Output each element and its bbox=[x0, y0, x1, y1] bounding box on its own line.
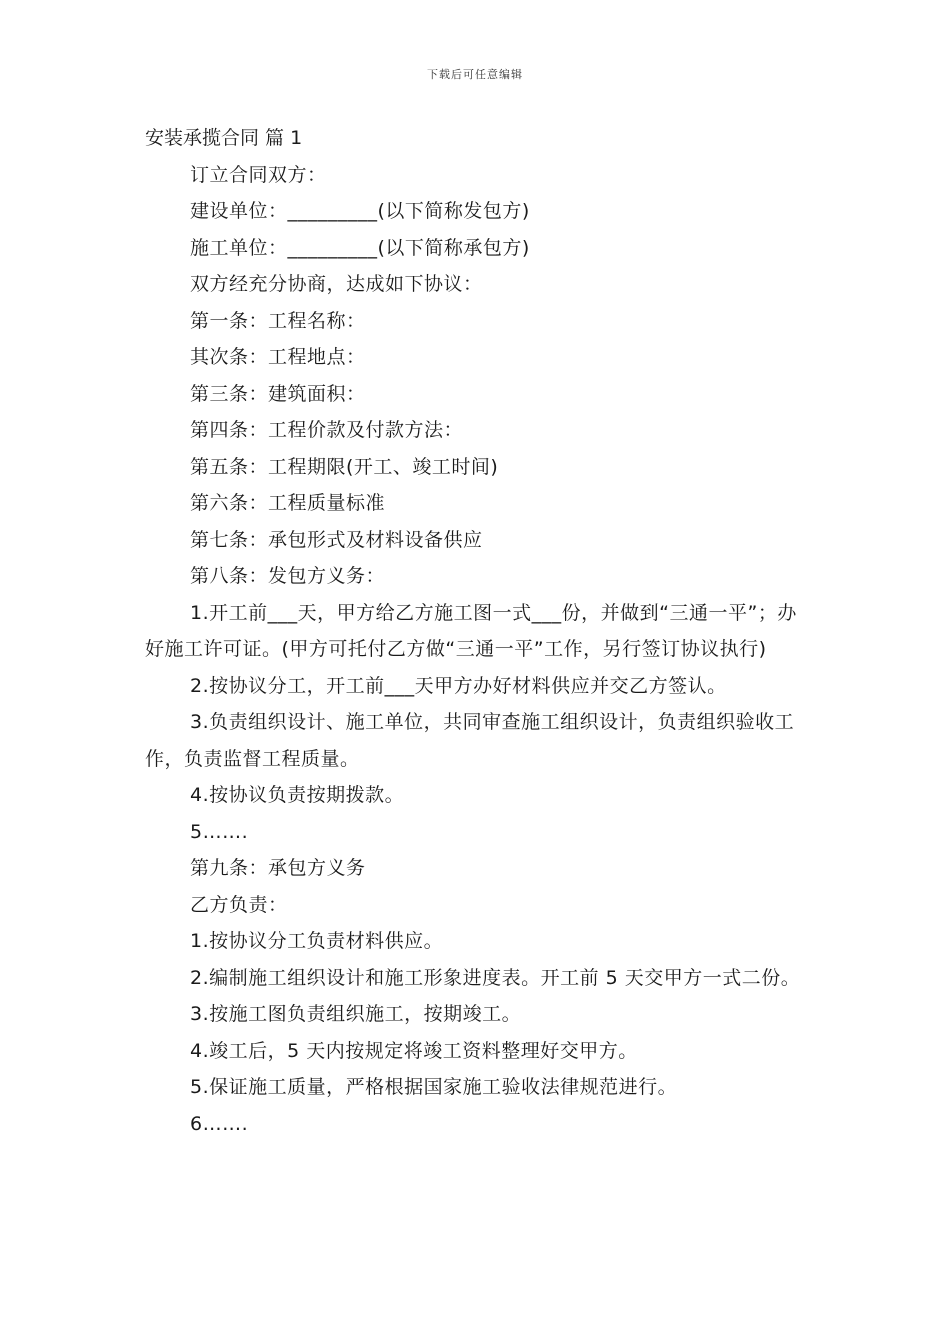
agreement-intro: 双方经充分协商，达成如下协议： bbox=[190, 273, 483, 295]
contractor-duty-item: 2.编制施工组织设计和施工形象进度表。开工前 5 天交甲方一式二份。 bbox=[190, 966, 801, 989]
article-6: 第六条：工程质量标准 bbox=[190, 492, 386, 514]
article-4: 第四条：工程价款及付款方法： bbox=[190, 419, 464, 441]
contractor-responsibility-intro: 乙方负责： bbox=[190, 893, 288, 916]
article-9: 第九条：承包方义务 bbox=[190, 857, 366, 879]
owner-duty-item: 1.开工前___天，甲方给乙方施工图一式___份，并做到“三通一平”；办好施工许可证。(甲方可托付乙方做“三通一平”工作，另行签订协议执行) bbox=[145, 601, 797, 660]
article-8: 第八条：发包方义务： bbox=[190, 565, 386, 587]
document-title: 安装承揽合同 篇 1 bbox=[145, 127, 303, 149]
article-2: 其次条：工程地点： bbox=[190, 346, 366, 368]
contractor-duty-item: 3.按施工图负责组织施工，按期竣工。 bbox=[190, 1003, 522, 1025]
contract-parties-heading: 订立合同双方： bbox=[190, 163, 327, 186]
contractor-duty-item: 5.保证施工质量，严格根据国家施工验收法律规范进行。 bbox=[190, 1076, 678, 1098]
owner-duty-item: 5……. bbox=[190, 820, 249, 843]
contractor-duty-item: 4.竣工后，5 天内按规定将竣工资料整理好交甲方。 bbox=[190, 1039, 638, 1062]
contractor-duty-item: 6……. bbox=[190, 1112, 249, 1135]
article-3: 第三条：建筑面积： bbox=[190, 382, 366, 405]
article-7: 第七条：承包形式及材料设备供应 bbox=[190, 528, 483, 551]
owner-duty-item: 3.负责组织设计、施工单位，共同审查施工组织设计，负责组织验收工作，负责监督工程质量。 bbox=[145, 711, 795, 770]
owner-duty-item: 4.按协议负责按期拨款。 bbox=[190, 784, 405, 806]
client-unit-line: 建设单位：_________(以下简称发包方) bbox=[190, 200, 530, 222]
article-1: 第一条：工程名称： bbox=[190, 309, 366, 332]
owner-duty-item: 2.按协议分工，开工前___天甲方办好材料供应并交乙方签认。 bbox=[190, 674, 727, 697]
page-header-note: 下载后可任意编辑 bbox=[427, 68, 523, 81]
contractor-unit-line: 施工单位：_________(以下简称承包方) bbox=[190, 236, 530, 259]
article-5: 第五条：工程期限(开工、竣工时间) bbox=[190, 455, 499, 478]
contractor-duty-item: 1.按协议分工负责材料供应。 bbox=[190, 930, 444, 952]
document-body bbox=[145, 120, 810, 1142]
